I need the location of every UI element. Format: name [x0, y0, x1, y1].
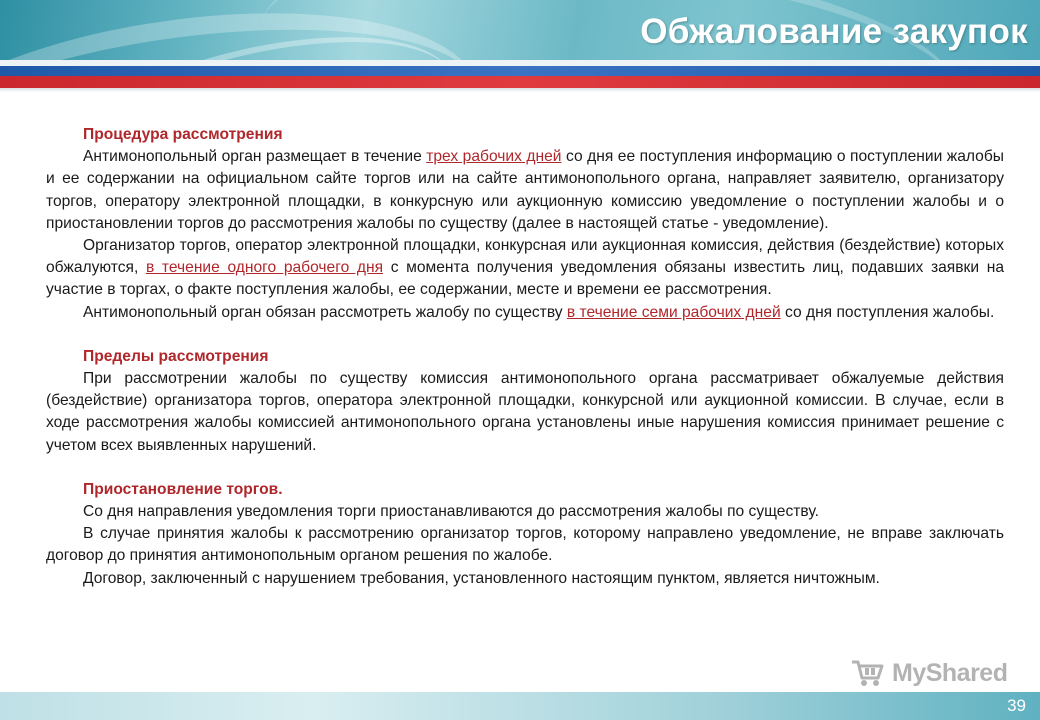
slide-title: Обжалование закупок [640, 12, 1028, 51]
slide-body [46, 124, 1004, 590]
slide-header [0, 0, 1040, 92]
slide-footer [0, 692, 1040, 720]
watermark-text: MyShared [892, 658, 1008, 687]
section-heading-suspension: Приостановление торгов. [83, 480, 283, 498]
watermark-logo [850, 656, 1007, 690]
text-run: с момента получения уведомления обязаны известить лиц, подавших заявки на участие в торгах, о факте поступления жалобы, ее содержании, месте и времени ее рассмотрения. [46, 259, 1004, 299]
header-shadow [0, 88, 1040, 92]
highlight-term: в течение семи рабочих дней [566, 303, 781, 321]
text-run: Антимонопольный орган размещает в течение [83, 148, 427, 166]
highlight-term: в течение одного рабочего дня [145, 259, 384, 277]
paragraph-procedure-2 [46, 235, 1004, 302]
paragraph-suspension-3: Договор, заключенный с нарушением требования, установленного настоящим пунктом, является ничтожным. [83, 569, 880, 587]
paragraph-suspension-2: В случае принятия жалобы к рассмотрению организатор торгов, которому направлено уведомление, не вправе заключать договор до принятия антимонопольным органом решения по жалобе. [46, 525, 1004, 565]
flag-stripe-red [0, 76, 1040, 88]
paragraph-limits-1: При рассмотрении жалобы по существу комиссия антимонопольного органа рассматривает обжалуемые действия (бездействие) организатора торгов, оператора электронной площадки, конкурсной или аукционной комиссии. В случае, если в ходе рассмотрения жалобы комиссией антимонопольного органа установлены иные нарушения комиссия принимает решение с учетом всех выявленных нарушений. [46, 370, 1004, 454]
text-run: со дня поступления жалобы. [780, 303, 995, 321]
paragraph-procedure-1 [46, 146, 1004, 235]
section-heading-limits: Пределы рассмотрения [83, 347, 269, 365]
paragraph-suspension-1: Со дня направления уведомления торги приостанавливаются до рассмотрения жалобы по существу. [83, 503, 819, 521]
flag-stripe-blue [0, 66, 1040, 76]
text-run: Антимонопольный орган обязан рассмотреть жалобу по существу [83, 303, 567, 321]
highlight-term: трех рабочих дней [426, 148, 562, 166]
text-run: со дня ее поступления информацию о поступлении жалобы и ее содержании на официальном сайте торгов или на сайте антимонопольного органа, направляет заявителю, организатору торгов, оператору электронной площадки, в конкурсную или аукционную комиссию уведомление о поступлении жалобы и о приостановлении торгов до рассмотрения жалобы по существу (далее в настоящей статье - уведомление). [46, 148, 1004, 232]
section-heading-procedure: Процедура рассмотрения [83, 126, 283, 143]
cart-icon [850, 658, 886, 688]
section-gap [46, 324, 1004, 346]
text-run: Организатор торгов, оператор электронной площадки, конкурсная или аукционная комиссия, действия (бездействие) которых обжалуются, [46, 237, 1004, 277]
page-number: 39 [1007, 696, 1026, 715]
section-gap [46, 457, 1004, 479]
paragraph-procedure-3 [46, 302, 1004, 324]
